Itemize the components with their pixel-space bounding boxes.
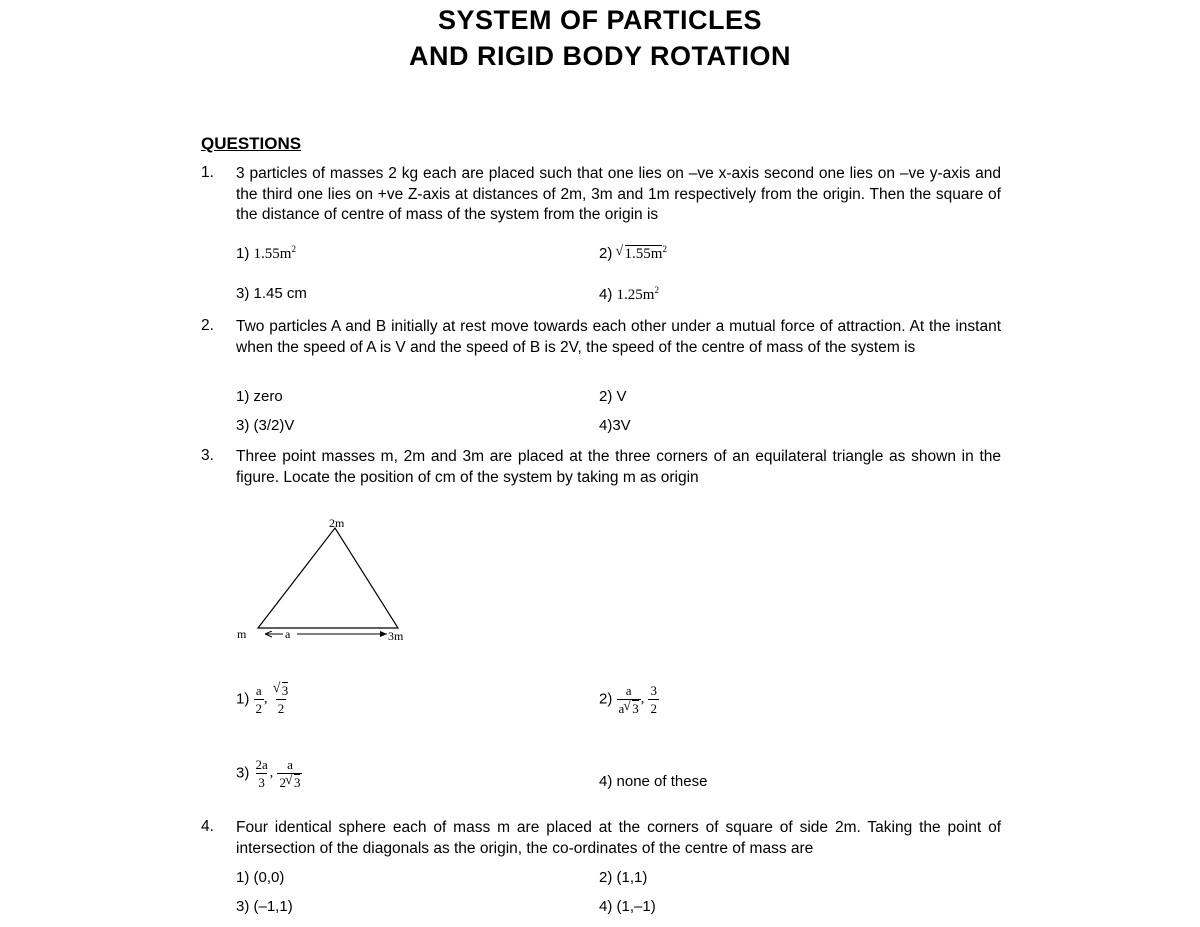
triangle-shape bbox=[258, 528, 398, 628]
page-title-line-2: AND RIGID BODY ROTATION bbox=[409, 41, 791, 71]
square-root-icon bbox=[286, 775, 301, 790]
option-prefix: 2) bbox=[599, 690, 613, 708]
square-root-icon bbox=[274, 683, 289, 698]
option-exponent: 2 bbox=[662, 244, 667, 254]
question-1-number: 1. bbox=[201, 164, 214, 181]
question-1-text: 3 particles of masses 2 kg each are placed such that one lies on –ve x-axis second one lies on –ve y-axis and the third one lies on +ve Z-axis at distances of 2m, 3m and 1m respectively from the origin. Then the square of the distance of centre of mass of the system from the origin is bbox=[236, 165, 1001, 223]
option-prefix: 4) bbox=[599, 286, 617, 303]
triangle-figure bbox=[225, 510, 425, 650]
figure-label-left: m bbox=[237, 627, 247, 641]
square-root-icon bbox=[617, 246, 663, 262]
question-3-option-1 bbox=[236, 683, 290, 716]
question-4-number: 4. bbox=[201, 818, 214, 835]
fraction bbox=[272, 683, 291, 716]
fraction-numerator: 2a bbox=[255, 757, 268, 772]
comma: , bbox=[269, 765, 274, 781]
figure-label-right: 3m bbox=[388, 629, 404, 643]
fraction bbox=[254, 683, 265, 716]
option-value: 1.55m bbox=[253, 246, 292, 262]
option-exponent: 2 bbox=[291, 244, 296, 254]
square-root-icon bbox=[624, 701, 639, 716]
section-heading: QUESTIONS bbox=[201, 134, 302, 153]
fraction-denominator bbox=[617, 699, 641, 716]
figure-label-top: 2m bbox=[329, 516, 345, 530]
fraction-denominator: 2 bbox=[277, 701, 285, 716]
fraction bbox=[648, 683, 659, 716]
option-value: 1.25m bbox=[616, 287, 655, 303]
fraction-numerator: 3 bbox=[650, 683, 657, 698]
fraction-denominator: 3 bbox=[258, 775, 265, 790]
fraction-numerator bbox=[272, 683, 291, 699]
fraction bbox=[277, 757, 302, 790]
question-1-option-1 bbox=[236, 244, 296, 263]
option-prefix: 1) bbox=[236, 690, 250, 708]
question-3-option-3 bbox=[236, 757, 302, 790]
option-exponent: 2 bbox=[654, 285, 659, 295]
fraction-numerator: a bbox=[625, 683, 632, 698]
question-3-text: Three point masses m, 2m and 3m are placed at the three corners of an equilateral triangle as shown in the figure. Locate the position of cm of the system by taking m as origin bbox=[236, 448, 1001, 486]
question-1-option-4 bbox=[599, 285, 659, 304]
option-value: 1.45 cm bbox=[253, 285, 307, 302]
question-4-text: Four identical sphere each of mass m are placed at the corners of square of side 2m. Taking the point of intersection of the diagonals as the origin, the co-ordinates of the centre of mass are bbox=[236, 819, 1001, 857]
option-prefix: 3) bbox=[236, 285, 254, 302]
question-1-option-3 bbox=[236, 285, 307, 302]
question-2-number: 2. bbox=[201, 317, 214, 334]
radicand: 3 bbox=[281, 683, 289, 698]
question-4-option-2: 2) (1,1) bbox=[599, 869, 648, 886]
question-2-option-1: 1) zero bbox=[236, 388, 283, 405]
question-3-option-2 bbox=[599, 683, 659, 716]
question-2-option-3: 3) (3/2)V bbox=[236, 417, 295, 434]
question-4-option-3: 3) (–1,1) bbox=[236, 898, 293, 915]
option-prefix: 3) bbox=[236, 764, 250, 782]
radicand: 3 bbox=[632, 701, 639, 716]
option-prefix: 1) bbox=[236, 245, 254, 262]
question-2-text: Two particles A and B initially at rest move towards each other under a mutual force of attraction. At the instant when the speed of A is V and the speed of B is 2V, the speed of the centre of mass of the system is bbox=[236, 318, 1001, 356]
question-4-option-1: 1) (0,0) bbox=[236, 869, 285, 886]
option-prefix: 2) bbox=[599, 245, 617, 262]
option-value: 1.55m bbox=[624, 246, 663, 262]
fraction-denominator bbox=[277, 773, 302, 790]
fraction-numerator: a bbox=[255, 683, 262, 698]
question-2-option-2: 2) V bbox=[599, 388, 627, 405]
fraction-numerator: a bbox=[287, 757, 293, 772]
fraction-denominator: 2 bbox=[255, 701, 263, 716]
question-4-option-4: 4) (1,–1) bbox=[599, 898, 656, 915]
figure-label-side: a bbox=[285, 627, 291, 641]
denominator-coefficient: a bbox=[618, 701, 625, 716]
fraction bbox=[254, 757, 270, 790]
fraction-denominator: 2 bbox=[650, 701, 657, 716]
denominator-coefficient: 2 bbox=[279, 775, 286, 790]
radicand: 3 bbox=[293, 775, 301, 790]
question-2-option-4: 4)3V bbox=[599, 417, 631, 434]
question-1-option-2 bbox=[599, 244, 667, 263]
question-3-number: 3. bbox=[201, 447, 214, 464]
page-title-line-1: SYSTEM OF PARTICLES bbox=[437, 5, 763, 35]
fraction bbox=[617, 683, 641, 716]
comma: , bbox=[640, 691, 645, 707]
question-3-option-4: 4) none of these bbox=[599, 773, 708, 790]
comma: , bbox=[264, 691, 268, 707]
